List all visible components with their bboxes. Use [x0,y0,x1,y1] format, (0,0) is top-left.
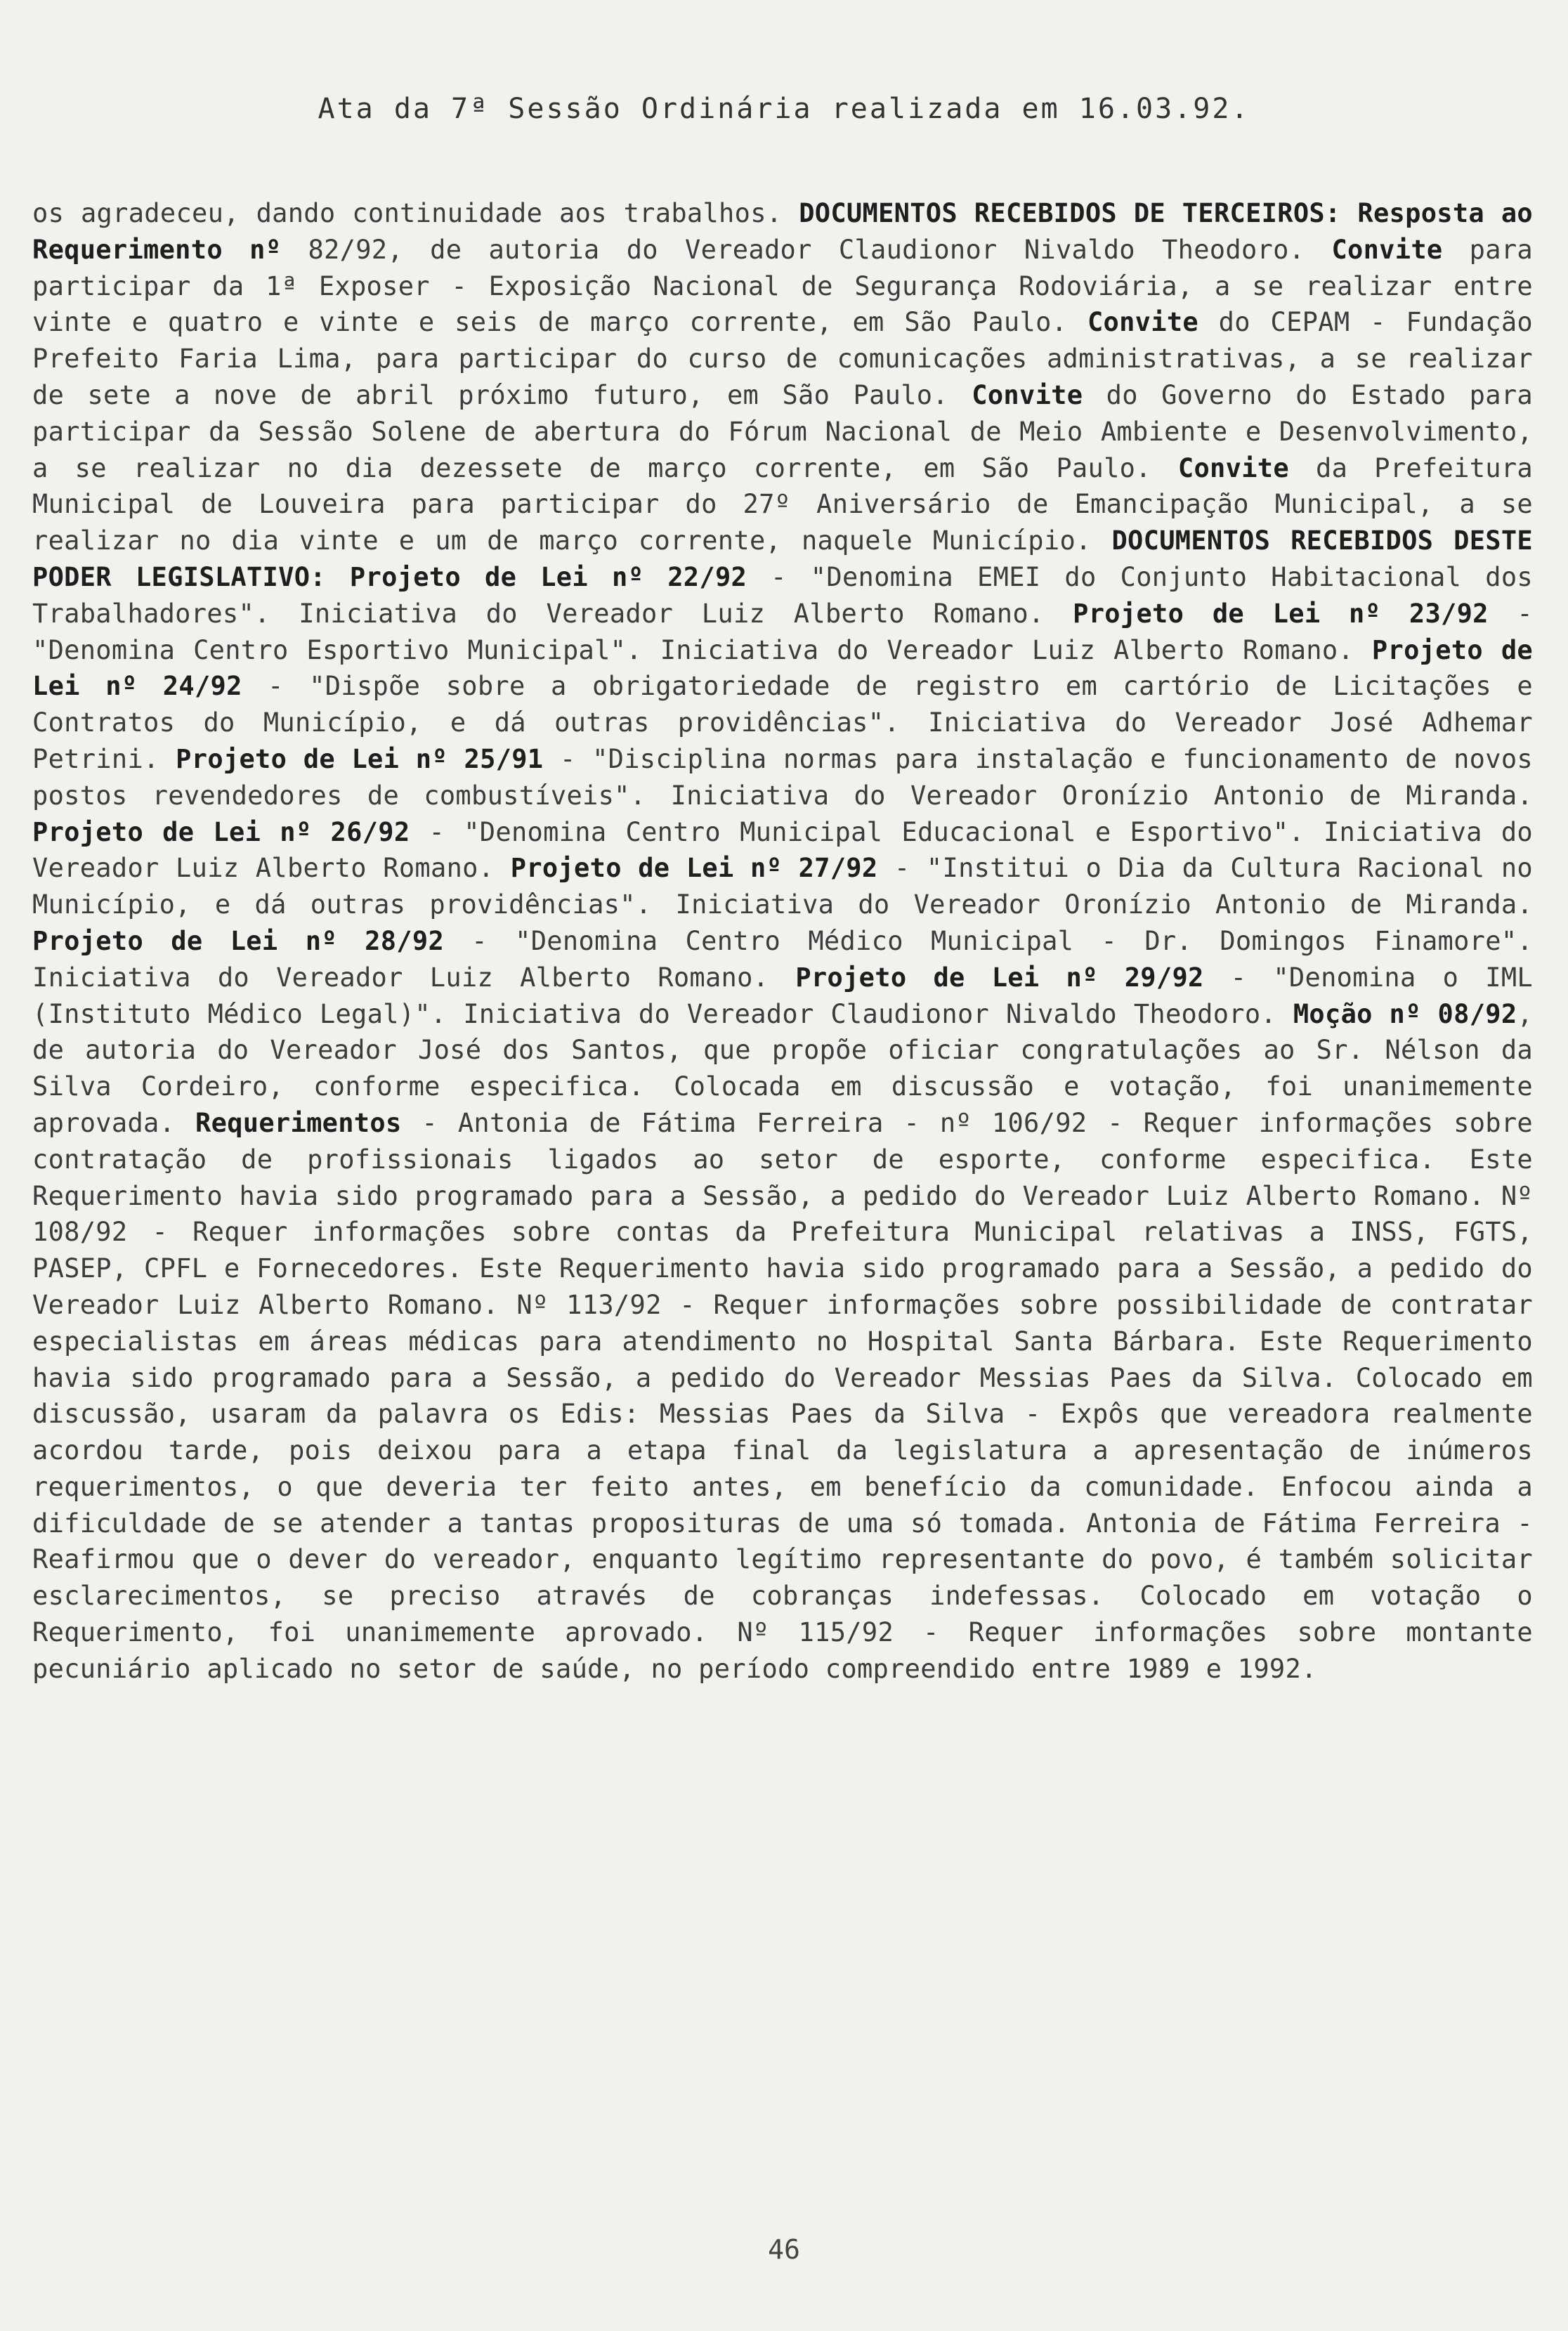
bold-heading-run: Projeto de Lei nº 23/92 [1073,598,1489,629]
bold-heading-run: Convite [1331,234,1443,265]
text-run: - "Institui o Dia da Cultura Racional no Município, e dá outras providências". Iniciativa do Vereador Oronízio Antonio de Miranda. [32,853,1534,920]
bold-heading-run: Projeto de Lei nº 24/92 [32,634,1533,702]
bold-heading-run: Convite [972,379,1083,410]
bold-heading-run: Convite [1177,452,1289,483]
bold-heading-run: Convite [1087,307,1198,338]
page-title: Ata da 7ª Sessão Ordinária realizada em 16.03.92. [318,93,1250,125]
text-run: 82/92, de autoria do Vereador Claudionor Nivaldo Theodoro. [281,234,1332,265]
text-run: da Prefeitura Municipal de Louveira para participar do 27º Aniversário de Emancipação Municipal, a se realizar no dia vinte e um de março corrente, naquele Município. [32,452,1534,556]
bold-heading-run: DOCUMENTOS RECEBIDOS DE TERCEIROS: Resposta ao Requerimento nº [32,198,1533,265]
text-run: - "Denomina Centro Municipal Educacional e Esportivo". Iniciativa do Vereador Luiz Alberto Romano. [32,816,1533,884]
text-run: os agradeceu, dando continuidade aos trabalhos. [32,198,799,228]
bold-heading-run: DOCUMENTOS RECEBIDOS DESTE PODER LEGISLATIVO: Projeto de Lei nº 22/92 [32,525,1533,592]
bold-heading-run: Projeto de Lei nº 29/92 [795,962,1204,993]
bold-heading-run: Projeto de Lei nº 26/92 [32,816,410,847]
page-number: 46 [768,2234,800,2265]
text-run: para participar da 1ª Exposer - Exposição Nacional de Segurança Rodoviária, a se realizar entre vinte e quatro e vinte e seis de março corrente, em São Paulo. [32,234,1533,338]
text-run: do CEPAM - Fundação Prefeito Faria Lima, para participar do curso de comunicações administrativas, a se realizar de sete a nove de abril próximo futuro, em São Paulo. [32,307,1533,410]
bold-heading-run: Requerimentos [195,1107,402,1138]
bold-heading-run: Projeto de Lei nº 28/92 [32,925,445,956]
bold-heading-run: Projeto de Lei nº 25/91 [176,743,544,774]
bold-heading-run: Moção nº 08/92 [1293,998,1517,1029]
text-run: - "Dispõe sobre a obrigatoriedade de registro em cartório de Licitações e Contratos do Município, e dá outras providências". Iniciativa do Vereador José Adhemar Petrini. [32,671,1533,774]
text-run: - "Denomina EMEI do Conjunto Habitacional dos Trabalhadores". Iniciativa do Vereador Luiz Alberto Romano. [32,561,1533,629]
text-run: - "Denomina o IML (Instituto Médico Legal)". Iniciativa do Vereador Claudionor Nivaldo Theodoro. [32,962,1533,1029]
text-run: - "Denomina Centro Médico Municipal - Dr. Domingos Finamore". Iniciativa do Vereador Luiz Alberto Romano. [32,925,1533,993]
text-run: do Governo do Estado para participar da Sessão Solene de abertura do Fórum Nacional de Meio Ambiente e Desenvolvimento, a se realizar no dia dezessete de março corrente, em São Paulo. [32,379,1533,483]
session-minutes-text [32,195,1533,1687]
text-run: - "Disciplina normas para instalação e funcionamento de novos postos revendedores de combustíveis". Iniciativa do Vereador Oronízio Antonio de Miranda. [32,743,1533,811]
text-run: - Antonia de Fátima Ferreira - nº 106/92 - Requer informações sobre contratação de profissionais ligados ao setor de esporte, conforme especifica. Este Requerimento havia sido programado para a Sessão, a pedido do Vereador Luiz Alberto Romano. Nº 108/92 - Requer informações sobre contas da Prefeitura Municipal relativas a INSS, FGTS, PASEP, CPFL e Fornecedores. Este Requerimento havia sido programado para a Sessão, a pedido do Vereador Luiz Alberto Romano. Nº 113/92 - Requer informações sobre possibilidade de contratar especialistas em áreas médicas para atendimento no Hospital Santa Bárbara. Este Requerimento havia sido programado para a Sessão, a pedido do Vereador Messias Paes da Silva. Colocado em discussão, usaram da palavra os Edis: Messias Paes da Silva - Expôs que vereadora realmente acordou tarde, pois deixou para a etapa final da legislatura a apresentação de inúmeros requerimentos, o que deveria ter feito antes, em benefício da comunidade. Enfocou ainda a dificuldade de se atender a tantas proposituras de uma só tomada. Antonia de Fátima Ferreira - Reafirmou que o dever do vereador, enquanto legítimo representante do povo, é também solicitar esclarecimentos, se preciso através de cobranças indefessas. Colocado em votação o Requerimento, foi unanimemente aprovado. Nº 115/92 - Requer informações sobre montante pecuniário aplicado no setor de saúde, no período compreendido entre 1989 e 1992. [32,1107,1533,1684]
text-run: - "Denomina Centro Esportivo Municipal". Iniciativa do Vereador Luiz Alberto Romano. [32,598,1533,665]
text-run: , de autoria do Vereador José dos Santos, que propõe oficiar congratulações ao Sr. Nélson da Silva Cordeiro, conforme especifica. Colocada em discussão e votação, foi unanimemente aprovada. [32,998,1534,1138]
bold-heading-run: Projeto de Lei nº 27/92 [510,853,878,884]
